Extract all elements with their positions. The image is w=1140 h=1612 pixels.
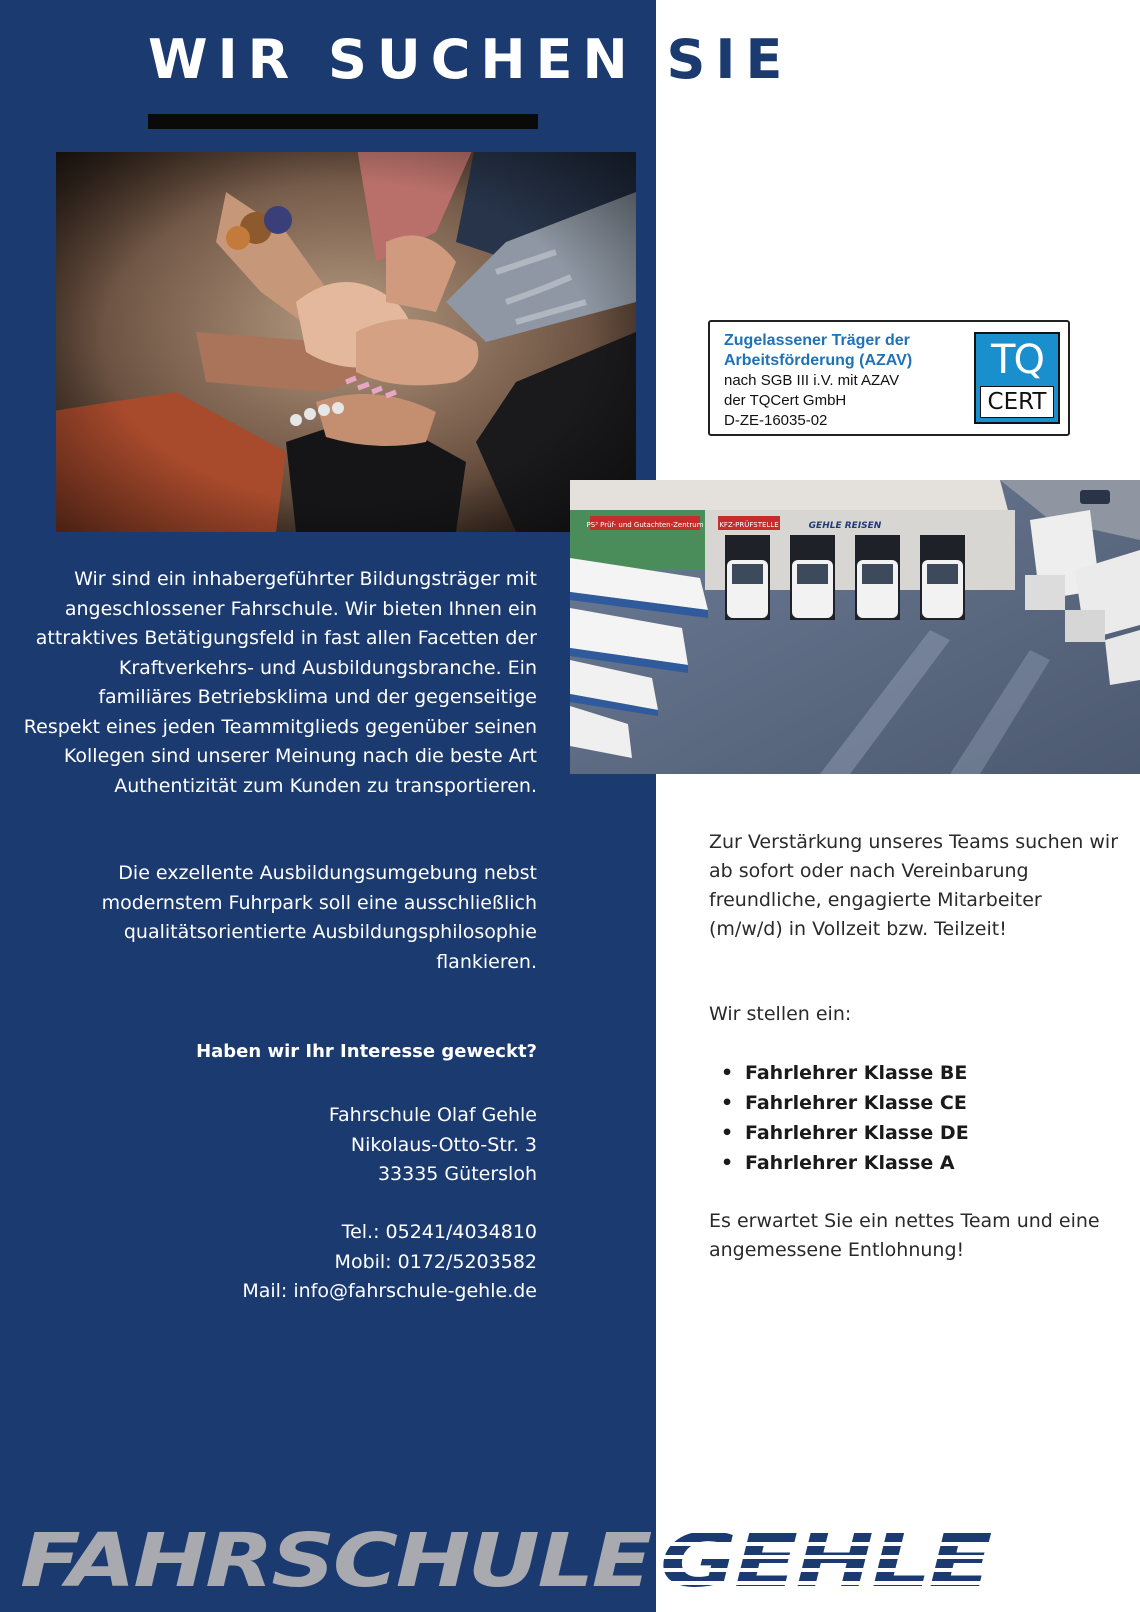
position-item: • Fahrlehrer Klasse DE (709, 1118, 1119, 1148)
headline (148, 28, 792, 92)
logo-word-gehle: GEHLE (660, 1520, 992, 1600)
position-item: • Fahrlehrer Klasse A (709, 1148, 1119, 1178)
street-address: Nikolaus-Otto-Str. 3 (350, 1133, 537, 1156)
offer-intro-text: Zur Verstärkung unseres Teams suchen wir ab sofort oder nach Vereinbarung freundliche, engagierte Mitarbeiter (m/w/d) in Vollzeit bzw. Teilzeit! (709, 831, 1119, 940)
offer-intro (709, 828, 1119, 944)
badge-line-5: D-ZE-16035-02 (724, 412, 828, 429)
headline-underline-bar (148, 114, 538, 129)
tq-logo-top: TQ (991, 337, 1043, 383)
phone-number: Tel.: 05241/4034810 (341, 1221, 537, 1243)
offer-lead: Wir stellen ein: (709, 1003, 852, 1025)
offer-outro-text: Es erwartet Sie ein nettes Team und eine angemessene Entlohnung! (709, 1210, 1100, 1261)
badge-line-4: der TQCert GmbH (724, 392, 847, 409)
badge-text (724, 331, 912, 431)
badge-line-3: nach SGB III i.V. mit AZAV (724, 372, 900, 389)
sign-gehle-reisen: GEHLE REISEN (808, 521, 882, 531)
tq-cert-logo (974, 332, 1060, 424)
contact-details (20, 1218, 537, 1307)
email-address: Mail: info@fahrschule-gehle.de (242, 1280, 537, 1302)
sign-kfz-pruefstelle: KFZ-PRÜFSTELLE (719, 521, 779, 529)
tq-logo-bottom: CERT (980, 386, 1054, 418)
badge-line-2: Arbeitsförderung (AZAV) (724, 352, 913, 369)
about-intro-text: Wir sind ein inhabergeführter Bildungsträger mit angeschlossener Fahrschule. Wir bieten Ihnen ein attraktives Betätigungsfeld in fast allen Facetten der Kraftverkehrs- und Ausbildungsbranche. Ein familiäres Betriebsklima und der gegenseitige Respekt eines jeden Teammitglieds gegenüber seinen Kollegen sind unserer Meinung nach die beste Art Authentizität zum Kunden zu transportieren. (23, 568, 537, 797)
mobile-number: Mobil: 0172/5203582 (334, 1250, 537, 1273)
headline-word-1: WIR SUCHEN (148, 28, 667, 91)
position-item: • Fahrlehrer Klasse BE (709, 1058, 1119, 1088)
contact-address (20, 1101, 537, 1190)
position-list (709, 1058, 1119, 1178)
about-intro (20, 565, 537, 801)
city-address: 33335 Gütersloh (377, 1163, 537, 1185)
team-hands-photo (56, 152, 636, 532)
bus-depot-photo (570, 480, 1140, 774)
azav-certification-badge (708, 320, 1070, 436)
interest-question: Haben wir Ihr Interesse geweckt? (196, 1041, 537, 1062)
offer-outro (709, 1207, 1119, 1265)
sign-pruefzentrum: PS³ Prüf- und Gutachten-Zentrum (586, 521, 704, 529)
fahrschule-gehle-logo (20, 1520, 1020, 1600)
position-item: • Fahrlehrer Klasse CE (709, 1088, 1119, 1118)
logo-word-fahrschule: FAHRSCHULE (20, 1520, 652, 1600)
badge-line-1: Zugelassener Träger der (724, 332, 910, 349)
about-environment (20, 859, 537, 977)
company-name: Fahrschule Olaf Gehle (328, 1104, 537, 1126)
about-environment-text: Die exzellente Ausbildungsumgebung nebst modernstem Fuhrpark soll eine ausschließlich qualitätsorientierte Ausbildungsphilosophie flankieren. (101, 862, 537, 973)
headline-word-2: SIE (666, 28, 793, 91)
